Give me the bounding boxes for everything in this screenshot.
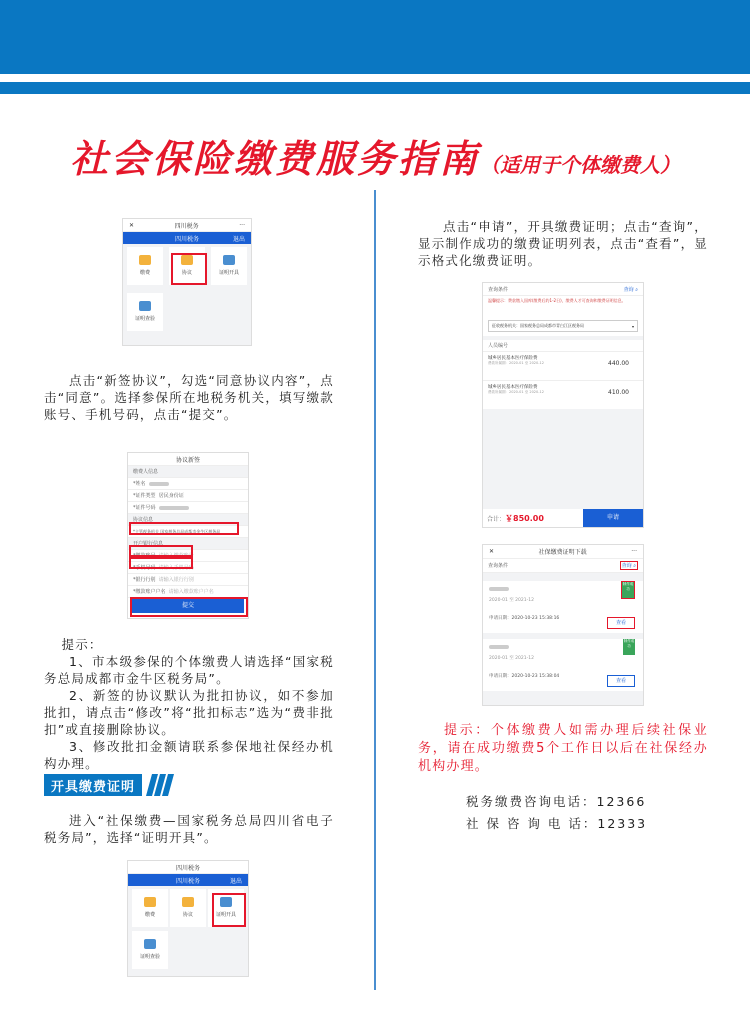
- form-row: [128, 502, 248, 514]
- field-label: *姓名: [133, 481, 146, 487]
- app-name: 四川税务: [174, 222, 199, 230]
- query-link: [620, 561, 638, 570]
- tax-select-row: [483, 316, 643, 336]
- form-titlebar: [128, 453, 248, 466]
- fee-period: 费款所属期：2020-01 至 2020-12: [488, 361, 544, 365]
- app-titlebar: [128, 861, 248, 874]
- app-name: 四川税务: [175, 864, 200, 872]
- screenshot-app-home-1: [122, 218, 252, 346]
- field-label: *缴款账号: [133, 553, 156, 559]
- view-button: 查看: [607, 675, 635, 687]
- field-value: 居民身份证: [158, 493, 184, 499]
- total-amount: ￥850.00: [505, 513, 544, 523]
- tile-label: 协议: [181, 270, 192, 276]
- fee-amount: 410.00: [608, 389, 629, 396]
- query-label: 查询: [623, 286, 634, 293]
- tile-label: 缴费: [139, 270, 150, 276]
- fee-name: 城乡居民基本医疗保险费: [488, 385, 538, 390]
- record-period: 2020-01 至 2021-12: [489, 656, 534, 661]
- tip-2: 2、新签的协议默认为批扣协议，如不参加批扣，请点击“修改”将“批扣标志”选为“费非批扣”或直接删除协议。: [44, 688, 334, 737]
- field-label: *证件号码: [133, 505, 156, 511]
- step2-text: [44, 812, 334, 846]
- person-row: [483, 340, 643, 352]
- screenshot-certificate-download: [482, 544, 644, 706]
- close-icon: ✕: [129, 221, 135, 229]
- tile-label: 证明开具: [215, 912, 236, 918]
- submit-button: 提交: [132, 599, 244, 613]
- logout-link: 退出: [229, 877, 242, 885]
- app-titlebar: [123, 219, 251, 232]
- search-icon: ⌕: [635, 286, 638, 293]
- query-header: [483, 283, 643, 296]
- record-date: 申请日期：2020-10-23 15:38:04: [489, 674, 560, 679]
- field-placeholder: 请输入手机号码: [158, 565, 194, 571]
- search-icon: ⌕: [633, 563, 636, 569]
- record-name: [489, 581, 637, 593]
- tax-select-value: 征收税务机关：国家税务总局成都市青白江区税务局: [492, 323, 584, 328]
- screenshot-agreement-form: [127, 452, 249, 619]
- record-name: [489, 639, 637, 651]
- fee-period: 费款所属期：2020-01 至 2020-12: [488, 390, 544, 394]
- highlight-mobile: [129, 557, 193, 569]
- tile-verify: [132, 931, 168, 969]
- fee-name: 城乡居民基本医疗保险费: [488, 356, 538, 361]
- tax-contact-label: 税务缴费咨询电话：: [466, 794, 597, 809]
- tax-contact: [466, 792, 646, 810]
- tile-agreement: [170, 889, 206, 927]
- tip-1: 1、市本级参保的个体缴费人请选择“国家税务总局成都市金牛区税务局”。: [44, 654, 334, 686]
- field-placeholder: 请输入缴款账号: [158, 553, 194, 559]
- step2-paragraph: 进入“社保缴费—国家税务总局四川省电子税务局”，选择“证明开具”。: [44, 813, 334, 845]
- download-title: 社保缴费证明下载: [538, 549, 587, 556]
- notice-paragraph: 提示：个体缴费人如需办理后续社保业务，请在成功缴费5个工作日以后在社保经办机构办理。: [418, 723, 708, 774]
- highlight-certificate: [212, 893, 246, 927]
- verify-icon: [144, 939, 156, 949]
- field-label: *证件类型: [133, 493, 156, 499]
- person-label: 人员编号: [488, 343, 509, 349]
- query-header: [483, 559, 643, 573]
- top-banner: [0, 0, 750, 74]
- section-label: 协议信息: [133, 517, 154, 523]
- blurred-value: [489, 645, 509, 649]
- query-link: [624, 286, 638, 293]
- record-item: [483, 581, 643, 633]
- tile-payment: [132, 889, 168, 927]
- apply-button: 申请: [583, 509, 643, 527]
- highlight-submit: [130, 597, 248, 617]
- section-label: 开户银行信息: [133, 541, 164, 547]
- fee-item: [483, 352, 643, 381]
- form-row: [128, 478, 248, 490]
- highlight-tax-office: [129, 522, 239, 535]
- blurred-value: [149, 482, 169, 486]
- tile-label: 证明查验: [139, 954, 160, 960]
- tile-verify: [127, 293, 163, 331]
- agreement-icon: [182, 897, 194, 907]
- step3-paragraph: 点击“申请”，开具缴费证明；点击“查询”，显示制作成功的缴费证明列表，点击“查看”，显示格式化缴费证明。: [418, 219, 708, 268]
- field-placeholder: 请输入缴款账户户名: [168, 589, 214, 595]
- fee-amount: 440.00: [608, 360, 629, 367]
- status-badge: 制作成功: [623, 639, 635, 655]
- highlight-agreement: [171, 253, 207, 285]
- tax-contact-phone: 12366: [596, 794, 647, 809]
- social-contact-label: 社 保 咨 询 电 话：: [466, 816, 598, 831]
- total-label: 合计：: [487, 515, 506, 523]
- screenshot-query-apply: [482, 282, 644, 528]
- tile-payment: [127, 247, 163, 285]
- record-date: 申请日期：2020-10-23 15:38:16: [489, 616, 560, 621]
- column-divider: [374, 190, 376, 990]
- section-heading-certificate: 开具缴费证明: [44, 774, 142, 796]
- blurred-value: [159, 506, 189, 510]
- highlight-account: [129, 545, 193, 557]
- field-label: *缴款账户户名: [133, 589, 166, 595]
- view-button: 查看: [607, 617, 635, 629]
- fee-item: [483, 381, 643, 409]
- field-placeholder: 请输入银行行别: [158, 577, 194, 583]
- app-header: [128, 874, 248, 886]
- blurred-value: [489, 587, 509, 591]
- close-icon: ✕: [489, 548, 495, 555]
- notice-text: [418, 722, 708, 776]
- top-stripe: [0, 82, 750, 94]
- heading-stripes: [144, 774, 174, 796]
- chevron-down-icon: ▾: [631, 323, 634, 329]
- field-label: *手机号码: [133, 565, 156, 571]
- form-row: [128, 574, 248, 586]
- tile-label: 缴费: [144, 912, 155, 918]
- social-contact-phone: 12333: [597, 816, 648, 831]
- tile-label: 协议: [182, 912, 193, 918]
- tile-label: 证明开具: [218, 270, 239, 276]
- page-title: [0, 128, 750, 183]
- download-titlebar: [483, 545, 643, 559]
- payment-icon: [139, 255, 151, 265]
- record-item: [483, 639, 643, 691]
- query-hint: 温馨提示：费款缴入国库(缴费后约1-2日)，缴费人才可查询和缴费证明信息。: [483, 296, 643, 316]
- step3-text: [418, 218, 708, 269]
- social-contact: [466, 814, 647, 832]
- form-section: [128, 466, 248, 478]
- tips-block: [44, 636, 334, 772]
- form-title: 协议新签: [175, 456, 200, 464]
- screenshot-app-home-2: [127, 860, 249, 977]
- step1-text: [44, 372, 334, 423]
- tax-select: [488, 320, 638, 332]
- tile-label: 证明查验: [134, 316, 155, 322]
- tile-certificate: [211, 247, 247, 285]
- status-badge: 制作成功: [621, 581, 635, 599]
- query-title: 查询条件: [488, 563, 509, 569]
- query-title: 查询条件: [488, 286, 509, 293]
- payment-icon: [144, 897, 156, 907]
- app-header-title: 四川税务: [174, 235, 199, 243]
- app-header: [123, 232, 251, 244]
- record-period: 2020-01 至 2021-12: [489, 598, 534, 603]
- field-value: 国家税务总局成都市金牛区税务局: [160, 528, 221, 534]
- logout-link: 退出: [232, 235, 245, 243]
- title-main: 社会保险缴费服务指南: [69, 137, 480, 181]
- title-sub: （适用于个体缴费人）: [480, 153, 680, 177]
- query-label: 查询: [621, 563, 632, 569]
- certificate-icon: [223, 255, 235, 265]
- tips-heading: 提示：: [61, 637, 103, 652]
- more-icon: ···: [631, 548, 637, 555]
- step1-paragraph: 点击“新签协议”，勾选“同意协议内容”，点击“同意”。选择参保所在地税务机关，填写缴款账号、手机号码，点击“提交”。: [44, 373, 334, 422]
- field-label: *主管税务机关: [133, 528, 159, 534]
- section-label: 缴费人信息: [133, 469, 159, 475]
- more-icon: ···: [239, 221, 245, 229]
- verify-icon: [139, 301, 151, 311]
- app-header-title: 四川税务: [175, 877, 200, 885]
- field-label: *银行行别: [133, 577, 156, 583]
- form-row: [128, 490, 248, 502]
- tip-3: 3、修改批扣金额请联系参保地社保经办机构办理。: [44, 739, 334, 771]
